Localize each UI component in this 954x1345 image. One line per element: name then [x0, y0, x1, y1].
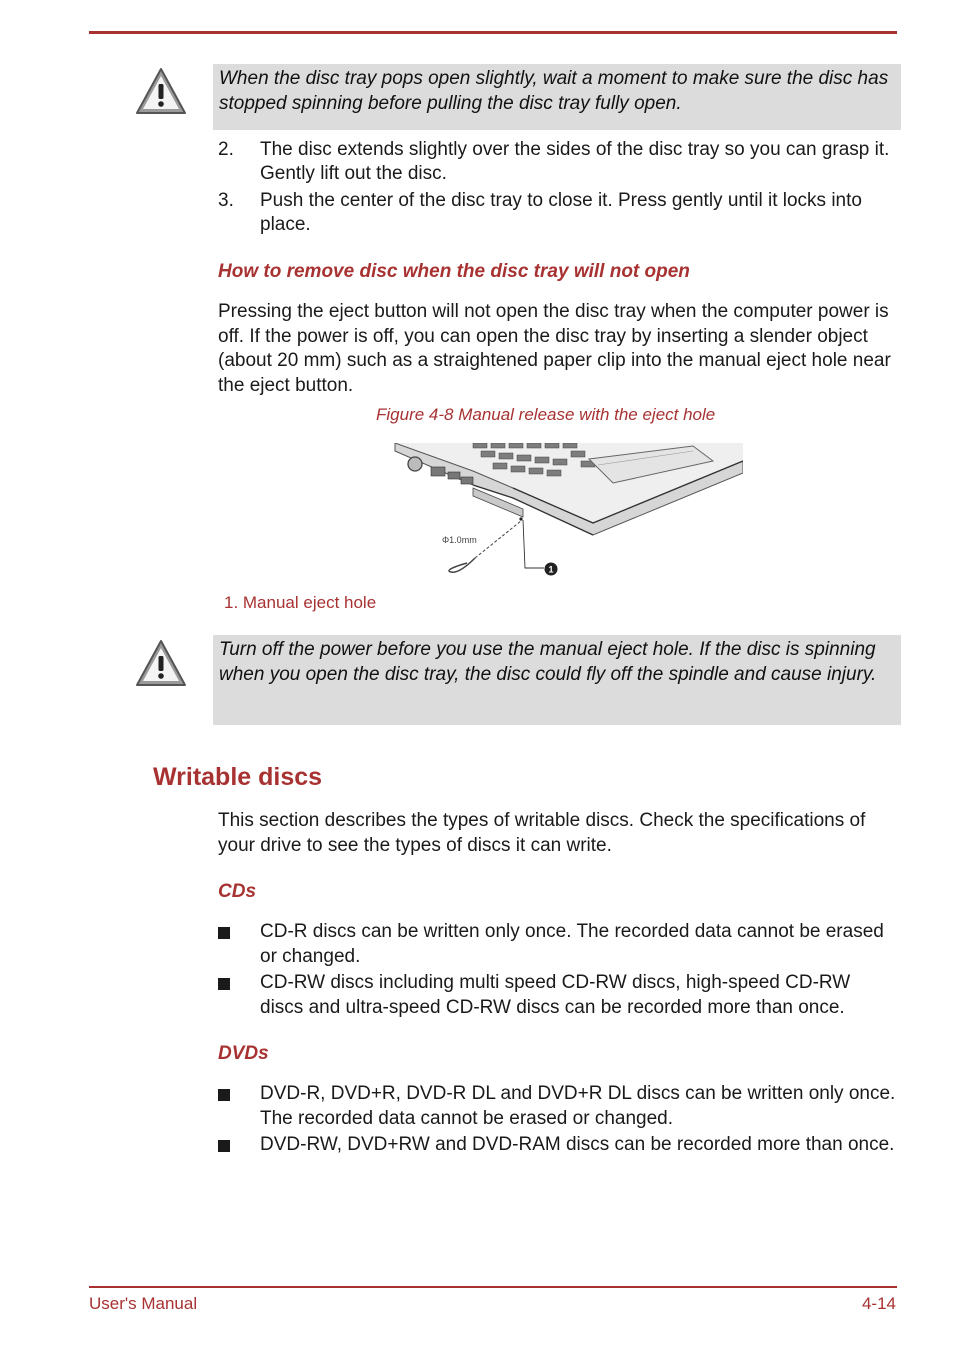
- warning-triangle-icon: [134, 638, 188, 690]
- bullet-text: DVD-R, DVD+R, DVD-R DL and DVD+R DL discs can be written only once. The recorded data cannot be erased or changed.: [260, 1083, 896, 1129]
- list-item: [218, 971, 898, 1020]
- list-item: [218, 1082, 898, 1131]
- footer-title: User's Manual: [89, 1294, 198, 1313]
- bullet-square-icon: [218, 1089, 230, 1101]
- remove-disc-body: Pressing the eject button will not open the disc tray when the computer power is off. If the power is off, you can open the disc tray by inserting a slender object (about 20 mm) such as a straightened paper clip into the manual eject hole near the eject button.: [218, 301, 891, 396]
- dvds-heading: DVDs: [218, 1043, 269, 1064]
- bullet-text: CD-RW discs including multi speed CD-RW discs, high-speed CD-RW discs and ultra-speed CD-RW discs can be recorded more than once.: [260, 972, 851, 1018]
- list-item: [218, 189, 898, 237]
- bottom-rule: [89, 1286, 897, 1288]
- step-number: 2.: [218, 139, 234, 160]
- section-title: Writable discs: [153, 763, 323, 791]
- warning-triangle-icon: [134, 66, 188, 118]
- bullet-text: DVD-RW, DVD+RW and DVD-RAM discs can be recorded more than once.: [260, 1134, 895, 1155]
- dvds-list: [218, 1082, 898, 1160]
- step-text: Push the center of the disc tray to close it. Press gently until it locks into place.: [260, 190, 862, 235]
- list-item: [218, 1133, 898, 1158]
- section-intro: This section describes the types of writable discs. Check the specifications of your drive to see the types of discs it can write.: [218, 810, 866, 856]
- caution-text: Turn off the power before you use the manual eject hole. If the disc is spinning when you open the disc tray, the disc could fly off the spindle and cause injury.: [219, 639, 877, 685]
- figure-legend: 1. Manual eject hole: [224, 593, 377, 612]
- step-list: [218, 138, 898, 240]
- bullet-text: CD-R discs can be written only once. The recorded data cannot be erased or changed.: [260, 921, 884, 967]
- list-item: [218, 138, 898, 186]
- page-number: 4-14: [861, 1294, 896, 1313]
- caution-note: [213, 64, 901, 130]
- top-rule: [89, 31, 897, 34]
- cds-list: [218, 920, 898, 1022]
- laptop-eject-illustration: [393, 443, 743, 583]
- step-number: 3.: [218, 190, 234, 211]
- step-text: The disc extends slightly over the sides of the disc tray so you can grasp it. Gently lift out the disc.: [260, 139, 890, 184]
- caution-text: When the disc tray pops open slightly, wait a moment to make sure the disc has stopped spinning before pulling the disc tray fully open.: [219, 68, 889, 114]
- hole-diameter-label: Φ1.0mm: [442, 535, 477, 545]
- caution-note: [213, 635, 901, 725]
- cds-heading: CDs: [218, 881, 257, 902]
- bullet-square-icon: [218, 1140, 230, 1152]
- remove-disc-heading: How to remove disc when the disc tray will not open: [218, 261, 690, 282]
- list-item: [218, 920, 898, 969]
- bullet-square-icon: [218, 978, 230, 990]
- callout-number: 1: [548, 564, 554, 575]
- bullet-square-icon: [218, 927, 230, 939]
- figure-caption: Figure 4-8 Manual release with the eject hole: [376, 405, 716, 424]
